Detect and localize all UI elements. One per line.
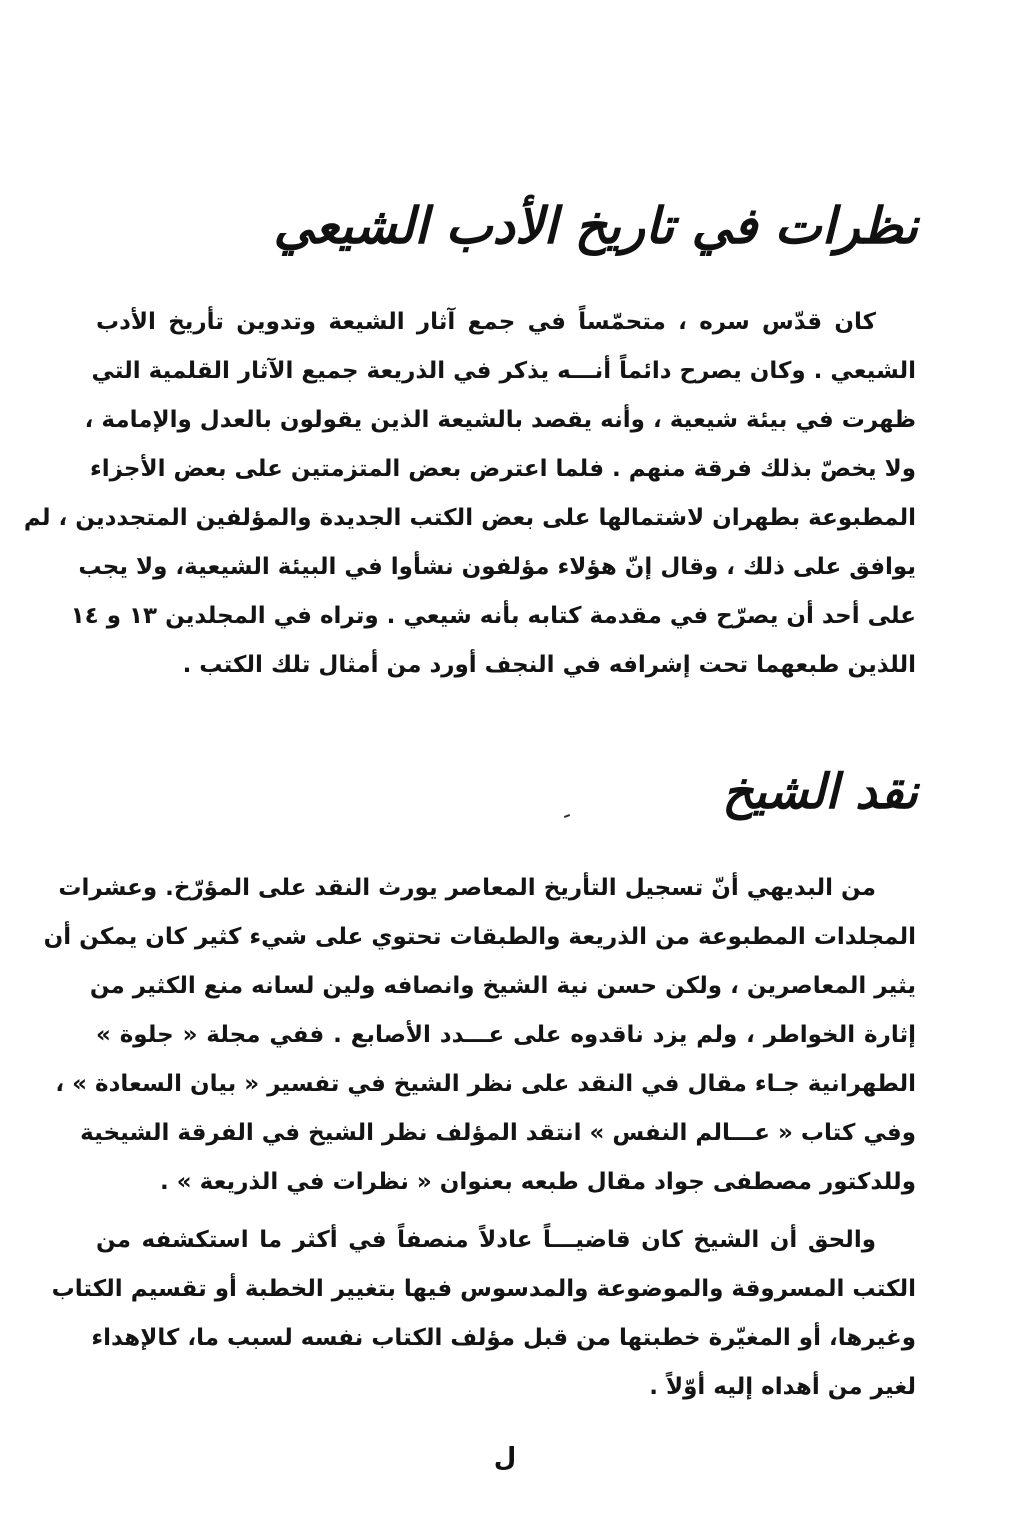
text-line: وللدكتور مصطفى جواد مقال طبعه بعنوان « نظرات في الذريعة » .	[160, 1169, 916, 1195]
section-heading-shia-literature: نظرات في تاريخ الأدب الشيعي	[273, 196, 918, 255]
text-line: الشيعي . وكان يصرح دائماً أنـــه يذكر في الذريعة جميع الآثار القلمية التي	[91, 358, 916, 384]
text-line: على أحد أن يصرّح في مقدمة كتابه بأنه شيعي . وتراه في المجلدين ١٣ و ١٤	[70, 603, 916, 629]
text-line: إثارة الخواطر ، ولم يزد ناقدوه على عـــدد الأصابع . ففي مجلة « جلوة »	[96, 1022, 916, 1048]
text-line: من البديهي أنّ تسجيل التأريخ المعاصر يورث النقد على المؤرّخ. وعشرات	[58, 875, 876, 901]
text-line: والحق أن الشيخ كان قاضيـــاً عادلاً منصفاً في أكثر ما استكشفه من	[96, 1227, 876, 1253]
text-line: الكتب المسروقة والموضوعة والمدسوس فيها بتغيير الخطبة أو تقسيم الكتاب	[51, 1276, 916, 1302]
text-line: وفي كتاب « عـــالم النفس » انتقد المؤلف نظر الشيخ في الفرقة الشيخية	[80, 1120, 916, 1146]
text-line: المطبوعة بطهران لاشتمالها على بعض الكتب الجديدة والمؤلفين المتجددين ، لم	[23, 505, 916, 531]
paragraph-shia-literature	[23, 298, 916, 690]
page-number: ل	[493, 1443, 517, 1473]
text-line: ولا يخصّ بذلك فرقة منهم . فلما اعترض بعض المتزمتين على بعض الأجزاء	[89, 456, 916, 482]
paragraph-critique-1	[43, 864, 916, 1207]
text-line: اللذين طبعهما تحت إشرافه في النجف أورد من أمثال تلك الكتب .	[182, 652, 916, 678]
text-line: لغير من أهداه إليه أوّلاً .	[649, 1374, 916, 1400]
text-line: الطهرانية جـاء مقال في النقد على نظر الشيخ في تفسير « بيان السعادة » ،	[55, 1071, 916, 1097]
paragraph-critique-2	[51, 1216, 916, 1412]
text-line: يثير المعاصرين ، ولكن حسن نية الشيخ وانصافه ولين لسانه منع الكثير من	[89, 973, 916, 999]
text-line: وغيرها، أو المغيّرة خطبتها من قبل مؤلف الكتاب نفسه لسبب ما، كالإهداء	[91, 1325, 916, 1351]
text-line: المجلدات المطبوعة من الذريعة والطبقات تحتوي على شيء كثير كان يمكن أن	[43, 924, 916, 950]
section-heading-critique: نقد الشيخ	[722, 764, 918, 820]
ink-speck	[564, 814, 570, 818]
text-line: كان قدّس سره ، متحمّساً في جمع آثار الشيعة وتدوين تأريخ الأدب	[96, 309, 876, 335]
text-line: يوافق على ذلك ، وقال إنّ هؤلاء مؤلفون نشأوا في البيئة الشيعية، ولا يجب	[78, 554, 916, 580]
text-line: ظهرت في بيئة شيعية ، وأنه يقصد بالشيعة الذين يقولون بالعدل والإمامة ،	[84, 407, 916, 433]
